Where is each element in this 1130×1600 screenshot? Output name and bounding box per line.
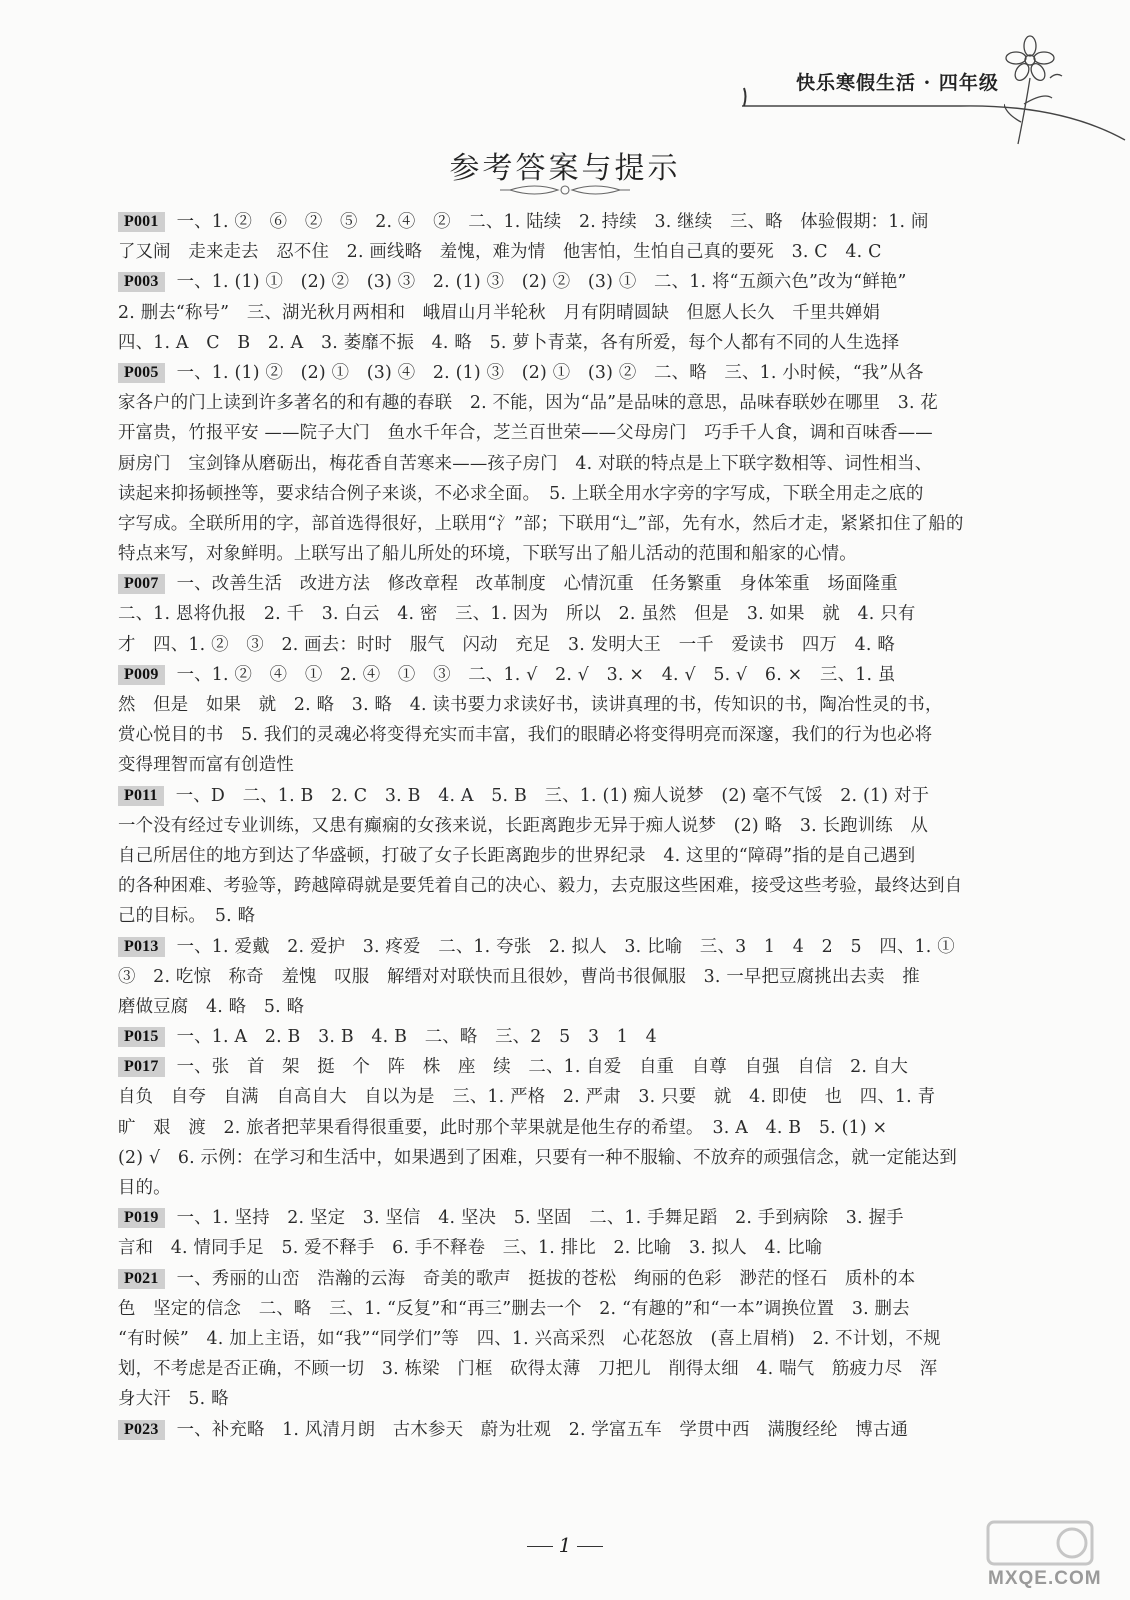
answer-text: 的各种困难、考验等，跨越障碍就是要凭着自己的决心、毅力，去克服这些困难，接受这些考验，最终达到自 <box>118 876 963 897</box>
answer-text: 一、1. 爱戴 2. 爱护 3. 疼爱 二、1. 夸张 2. 拟人 3. 比喻 三、3 1 4 2 5 四、1. ① <box>176 936 955 957</box>
answer-text: 目的。 <box>118 1178 171 1198</box>
answer-section-first-line <box>118 1264 994 1294</box>
answer-section-first-line <box>118 569 994 599</box>
answer-section-first-line <box>118 932 994 962</box>
answer-text: 自己所居住的地方到达了华盛顿，打破了女子长距离跑步的世界纪录 4. 这里的“障碍”指的是自己遇到 <box>118 845 916 866</box>
page-ref-tag: P005 <box>118 363 165 383</box>
answer-text: 身大汗 5. 略 <box>118 1389 229 1410</box>
answer-line <box>118 962 994 992</box>
page-ref-tag: P023 <box>118 1420 165 1440</box>
answer-text: 四、1. A C B 2. A 3. 萎靡不振 4. 略 5. 萝卜青菜，各有所爱，每个人都有不同的人生选择 <box>118 332 900 353</box>
answer-line <box>118 871 994 901</box>
answer-line <box>118 1233 994 1263</box>
answer-line <box>118 328 994 358</box>
answer-line <box>118 690 994 720</box>
answer-text: 一、1. (1) ① (2) ② (3) ③ 2. (1) ③ (2) ② (3) ① 二、1. 将“五颜六色”改为“鲜艳” <box>176 272 907 293</box>
answer-line <box>118 1082 994 1112</box>
page-number: 1 <box>0 1533 1130 1557</box>
answer-text: 一、1. (1) ② (2) ① (3) ④ 2. (1) ③ (2) ① (3) ② 二、略 三、1. 小时候，“我”从各 <box>176 362 924 383</box>
answer-text: 一、补充略 1. 风清月朗 古木参天 蔚为壮观 2. 学富五车 学贯中西 满腹经纶 博古通 <box>176 1419 909 1440</box>
page-ref-tag: P013 <box>118 937 165 957</box>
answer-section-first-line <box>118 1022 994 1052</box>
answer-line <box>118 1384 994 1414</box>
page-ref-tag: P011 <box>118 786 164 806</box>
page-ref-tag: P015 <box>118 1027 165 1047</box>
page-ref-tag: P017 <box>118 1057 165 1077</box>
page-ref-tag: P021 <box>118 1269 165 1289</box>
answer-text: 特点来写，对象鲜明。上联写出了船儿所处的环境，下联写出了船儿活动的范围和船家的心情。 <box>118 544 857 565</box>
answer-section-first-line <box>118 1203 994 1233</box>
page-ref-tag: P019 <box>118 1208 165 1228</box>
answer-text: 二、1. 恩将仇报 2. 千 3. 白云 4. 密 三、1. 因为 所以 2. 虽然 但是 3. 如果 就 4. 只有 <box>118 604 916 625</box>
answer-text: 己的目标。 5. 略 <box>118 906 256 927</box>
answer-text: 一、1. ② ④ ① 2. ④ ① ③ 二、1. √ 2. √ 3. × 4. √ 5. √ 6. × 三、1. 虽 <box>176 664 896 685</box>
answer-line <box>118 509 994 539</box>
answer-section-first-line <box>118 660 994 690</box>
answer-text: 一、1. A 2. B 3. B 4. B 二、略 三、2 5 3 1 4 <box>176 1027 657 1048</box>
answer-text: 家各户的门上读到许多著名的和有趣的春联 2. 不能，因为“品”是品味的意思，品味春联妙在哪里 3. 花 <box>118 393 939 414</box>
answer-line <box>118 479 994 509</box>
answer-line <box>118 630 994 660</box>
answer-text: 言和 4. 情同手足 5. 爱不释手 6. 手不释卷 三、1. 排比 2. 比喻 3. 拟人 4. 比喻 <box>118 1238 823 1259</box>
answer-line <box>118 539 994 569</box>
answer-text: 一、1. ② ⑥ ② ⑤ 2. ④ ② 二、1. 陆续 2. 持续 3. 继续 三、略 体验假期：1. 闹 <box>176 212 929 232</box>
answer-text: 开富贵，竹报平安 ——院子大门 鱼水千年合，芝兰百世荣——父母房门 巧手千人食，调和百味香—— <box>118 423 933 444</box>
answer-text: “有时候” 4. 加上主语，如“我”“同学们”等 四、1. 兴高采烈 心花怒放 (喜上眉梢) 2. 不计划，不规 <box>118 1328 941 1349</box>
answer-text: 变得理智而富有创造性 <box>118 755 294 776</box>
answer-section-first-line <box>118 781 994 811</box>
answer-text: 一、秀丽的山峦 浩瀚的云海 奇美的歌声 挺拔的苍松 绚丽的色彩 渺茫的怪石 质朴的本 <box>176 1268 916 1289</box>
page-ref-tag: P009 <box>118 665 165 685</box>
answer-line <box>118 901 994 931</box>
answer-text: 一、D 二、1. B 2. C 3. B 4. A 5. B 三、1. (1) 痴人说梦 (2) 毫不气馁 2. (1) 对于 <box>175 785 930 806</box>
answer-text: 划，不考虑是否正确，不顾一切 3. 栋梁 门框 砍得太薄 刀把儿 削得太细 4. 喘气 筋疲力尽 浑 <box>118 1359 938 1380</box>
answer-text: 2. 删去“称号” 三、湖光秋月两相和 峨眉山月半轮秋 月有阴晴圆缺 但愿人长久 千里共婵娟 <box>118 302 881 323</box>
answer-section-first-line <box>118 267 994 297</box>
answer-text: 读起来抑扬顿挫等，要求结合例子来谈，不必求全面。 5. 上联全用水字旁的字写成，下联全用走之底的 <box>118 483 924 504</box>
answer-line <box>118 599 994 629</box>
answer-line <box>118 1143 994 1173</box>
answer-text: 一、1. 坚持 2. 坚定 3. 坚信 4. 坚决 5. 坚固 二、1. 手舞足蹈 2. 手到病除 3. 握手 <box>176 1208 904 1229</box>
page-title: 参考答案与提示 <box>449 151 681 186</box>
answer-text: (2) √ 6. 示例：在学习和生活中，如果遇到了困难，只要有一种不服输、不放弃的顽强信念，就一定能达到 <box>118 1147 957 1168</box>
answer-line <box>118 1354 994 1384</box>
answer-line <box>118 992 994 1022</box>
answer-section-first-line <box>118 358 994 388</box>
answer-text: 一、改善生活 改进方法 修改章程 改革制度 心情沉重 任务繁重 身体笨重 场面隆重 <box>176 574 898 595</box>
answer-text: 字写成。全联所用的字，部首选得很好，上联用“氵”部；下联用“辶”部，先有水，然后才走，紧紧扣住了船的 <box>118 513 964 534</box>
answer-line <box>118 1294 994 1324</box>
answer-line <box>118 1113 994 1143</box>
answer-section-first-line <box>118 207 994 237</box>
answer-section-first-line <box>118 1052 994 1082</box>
answer-list <box>118 207 994 1445</box>
answer-line <box>118 720 994 750</box>
answer-line <box>118 418 994 448</box>
book-series-label: 快乐寒假生活 · 四年级 <box>796 72 999 94</box>
answer-text: 色 坚定的信念 二、略 三、1. “反复”和“再三”删去一个 2. “有趣的”和“一本”调换位置 3. 删去 <box>118 1298 910 1319</box>
answer-text: 一个没有经过专业训练，又患有癫痫的女孩来说，长距离跑步无异于痴人说梦 (2) 略 3. 长跑训练 从 <box>118 815 929 836</box>
page-ref-tag: P001 <box>118 212 165 232</box>
answer-line <box>118 1173 994 1203</box>
answer-text: 然 但是 如果 就 2. 略 3. 略 4. 读书要力求读好书，读讲真理的书，传知识的书，陶冶性灵的书， <box>118 695 943 715</box>
answer-text: ③ 2. 吃惊 称奇 羞愧 叹服 解缙对对联快而且很妙，曹尚书很佩服 3. 一早把豆腐挑出去卖 推 <box>118 966 920 987</box>
answer-text: 才 四、1. ② ③ 2. 画去：时时 服气 闪动 充足 3. 发明大王 一千 爱读书 四万 4. 略 <box>118 634 895 655</box>
answer-line <box>118 841 994 871</box>
answer-text: 一、张 首 架 挺 个 阵 株 座 续 二、1. 自爱 自重 自尊 自强 自信 2. 自大 <box>176 1057 909 1078</box>
answer-line <box>118 388 994 418</box>
answer-text: 赏心悦目的书 5. 我们的灵魂必将变得充实而丰富，我们的眼睛必将变得明亮而深邃，我们的行为也必将 <box>118 725 933 746</box>
answer-text: 自负 自夸 自满 自高自大 自以为是 三、1. 严格 2. 严肃 3. 只要 就 4. 即使 也 四、1. 青 <box>118 1087 936 1108</box>
answer-line <box>118 298 994 328</box>
answer-text: 旷 艰 渡 2. 旅者把苹果看得很重要，此时那个苹果就是他生存的希望。 3. A 4. B 5. (1) × <box>118 1117 888 1138</box>
answer-line <box>118 811 994 841</box>
watermark-url: MXQE.COM <box>988 1568 1102 1589</box>
answer-line <box>118 237 994 267</box>
answer-text: 了又闹 走来走去 忍不住 2. 画线略 羞愧，难为情 他害怕，生怕自己真的要死 3. C 4. C <box>118 242 882 263</box>
watermark-logo <box>986 1518 1096 1568</box>
answer-section-first-line <box>118 1415 994 1445</box>
title-ornament <box>500 180 630 200</box>
flower-icon <box>1004 34 1074 154</box>
answer-line <box>118 449 994 479</box>
page-ref-tag: P007 <box>118 574 165 594</box>
answer-text: 磨做豆腐 4. 略 5. 略 <box>118 996 305 1017</box>
page-ref-tag: P003 <box>118 272 165 292</box>
answer-line <box>118 1324 994 1354</box>
answer-text: 厨房门 宝剑锋从磨砺出，梅花香自苦寒来——孩子房门 4. 对联的特点是上下联字数相等、词性相当、 <box>118 453 933 474</box>
answer-line <box>118 750 994 780</box>
